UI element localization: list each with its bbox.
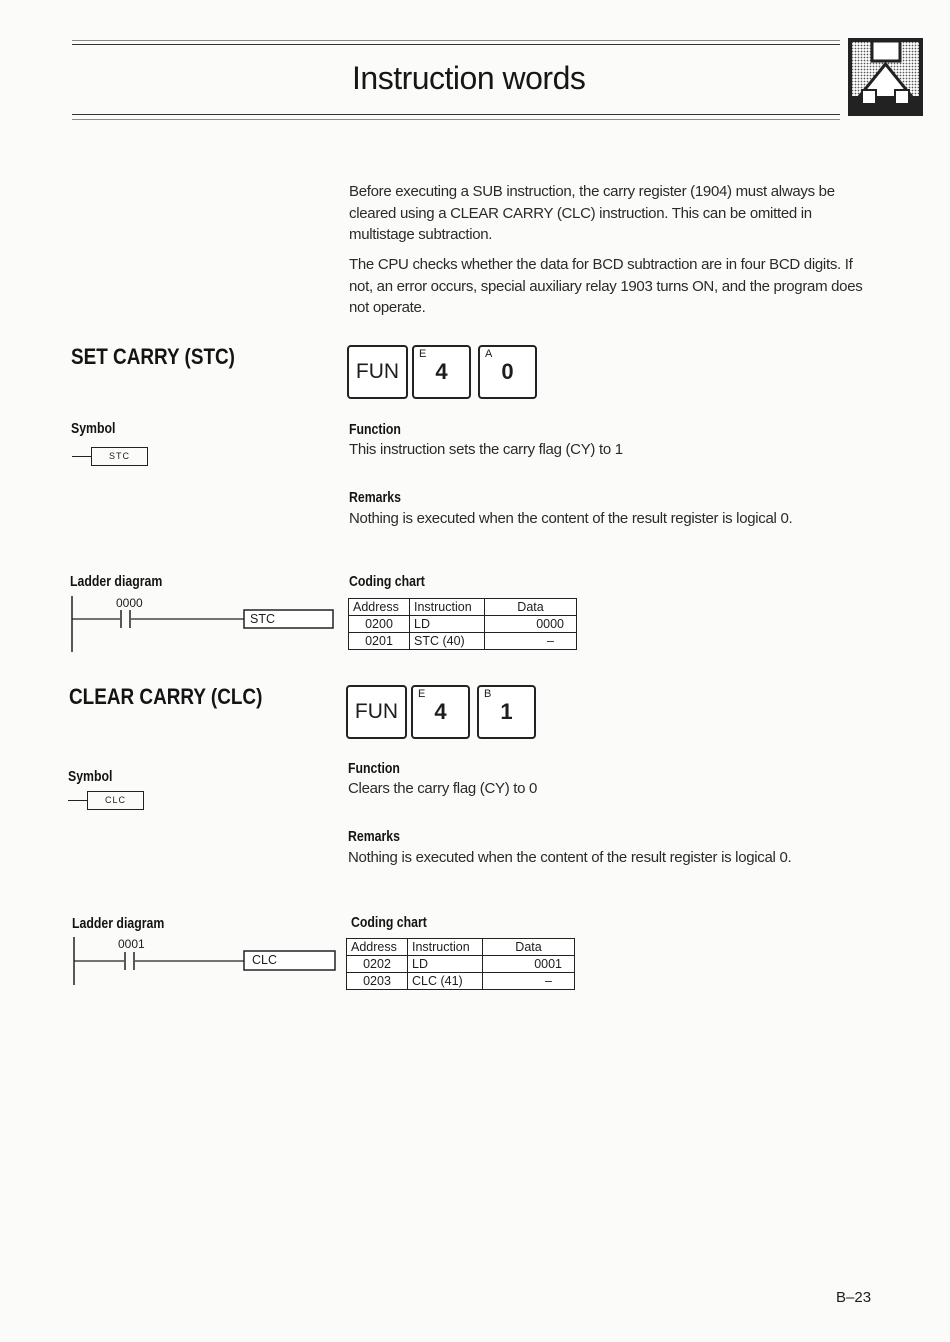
header-rule-top-thin xyxy=(72,40,840,41)
clc-function-heading: Function xyxy=(348,760,400,777)
fun-key-label: FUN xyxy=(354,700,399,723)
cell-data: 0000 xyxy=(485,616,577,633)
clc-coding-heading: Coding chart xyxy=(351,914,427,931)
table-header-row xyxy=(347,939,575,956)
section-logo-icon xyxy=(848,38,923,116)
header-address: Address xyxy=(349,599,410,616)
cell-data: – xyxy=(483,973,575,990)
cell-instruction: CLC (41) xyxy=(408,973,483,990)
stc-ladder-contact-label: 0000 xyxy=(116,596,143,610)
stc-function-text: This instruction sets the carry flag (CY) to 1 xyxy=(349,441,623,458)
table-row xyxy=(347,956,575,973)
header-rule-bottom-thin xyxy=(72,119,840,120)
symbol-wire xyxy=(68,800,87,801)
stc-ladder-box-label: STC xyxy=(250,612,275,626)
stc-coding-heading: Coding chart xyxy=(349,573,425,590)
intro-paragraph-2: The CPU checks whether the data for BCD subtraction are in four BCD digits. If not, an error occurs, special auxiliary relay 1903 turns ON, and the program does not operate. xyxy=(349,256,863,316)
key-label: 1 xyxy=(500,699,513,724)
cell-address: 0202 xyxy=(347,956,408,973)
stc-symbol-heading: Symbol xyxy=(71,420,116,437)
symbol-box: CLC xyxy=(87,791,144,810)
cell-address: 0201 xyxy=(349,633,410,650)
header-instruction: Instruction xyxy=(408,939,483,956)
clc-ladder-contact-label: 0001 xyxy=(118,937,145,951)
stc-key-0 xyxy=(478,345,537,399)
clc-remarks-text: Nothing is executed when the content of the result register is logical 0. xyxy=(348,849,792,866)
clc-coding-chart xyxy=(346,938,575,990)
clc-ladder-heading: Ladder diagram xyxy=(72,915,165,932)
table-row xyxy=(349,633,577,650)
header-data: Data xyxy=(485,599,577,616)
header-address: Address xyxy=(347,939,408,956)
symbol-wire xyxy=(72,456,91,457)
table-row xyxy=(349,616,577,633)
table-row xyxy=(347,973,575,990)
header-rule-top xyxy=(72,44,840,45)
clc-symbol xyxy=(68,791,148,811)
clc-key-4 xyxy=(411,685,470,739)
key-sup-label: A xyxy=(485,348,493,360)
stc-ladder-diagram xyxy=(68,594,338,654)
header-data: Data xyxy=(483,939,575,956)
page-title: Instruction words xyxy=(352,60,586,96)
table-header-row xyxy=(349,599,577,616)
stc-key-4 xyxy=(412,345,471,399)
clc-key-1 xyxy=(477,685,536,739)
stc-section-title: SET CARRY (STC) xyxy=(71,344,235,369)
cell-address: 0203 xyxy=(347,973,408,990)
cell-address: 0200 xyxy=(349,616,410,633)
stc-coding-chart xyxy=(348,598,577,650)
clc-function-text: Clears the carry flag (CY) to 0 xyxy=(348,780,538,797)
fun-key-label: FUN xyxy=(355,360,400,383)
cell-instruction: STC (40) xyxy=(410,633,485,650)
key-label: 4 xyxy=(434,699,447,724)
cell-instruction: LD xyxy=(408,956,483,973)
symbol-box: STC xyxy=(91,447,148,466)
stc-function-heading: Function xyxy=(349,421,401,438)
stc-ladder-heading: Ladder diagram xyxy=(70,573,163,590)
key-label: 4 xyxy=(435,359,448,384)
clc-remarks-heading: Remarks xyxy=(348,828,400,845)
stc-fun-key xyxy=(347,345,408,399)
header-instruction: Instruction xyxy=(410,599,485,616)
clc-ladder-box-label: CLC xyxy=(252,953,278,967)
cell-data: – xyxy=(485,633,577,650)
key-sup-label: B xyxy=(484,688,492,700)
page-number: B–23 xyxy=(836,1289,872,1306)
key-label: 0 xyxy=(501,359,514,384)
intro-paragraph-1: Before executing a SUB instruction, the carry register (1904) must always be cleared using a CLEAR CARRY (CLC) instruction. This can be omitted in multistage subtraction. xyxy=(349,183,835,243)
stc-remarks-heading: Remarks xyxy=(349,489,401,506)
key-sup-label: E xyxy=(418,688,426,700)
clc-ladder-diagram xyxy=(70,935,340,987)
cell-data: 0001 xyxy=(483,956,575,973)
stc-remarks-text: Nothing is executed when the content of the result register is logical 0. xyxy=(349,510,793,527)
clc-symbol-heading: Symbol xyxy=(68,768,113,785)
stc-symbol xyxy=(72,447,152,467)
key-sup-label: E xyxy=(419,348,427,360)
clc-fun-key xyxy=(346,685,407,739)
header-rule-bottom xyxy=(72,114,840,115)
clc-section-title: CLEAR CARRY (CLC) xyxy=(69,684,263,709)
cell-instruction: LD xyxy=(410,616,485,633)
